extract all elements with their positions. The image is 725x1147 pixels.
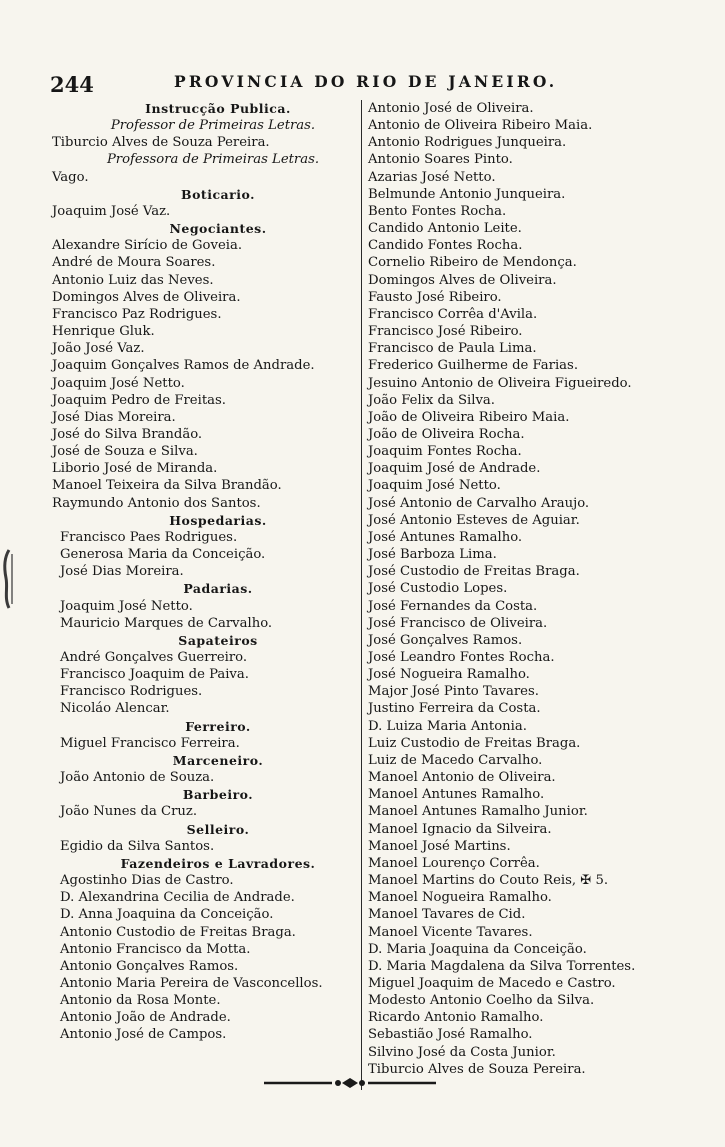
list-item: Antonio Custodio de Freitas Braga. xyxy=(60,924,296,940)
list-item: Manoel José Martins. xyxy=(368,838,511,854)
list-item: Mauricio Marques de Carvalho. xyxy=(60,615,273,631)
list-item: Francisco José Ribeiro. xyxy=(368,324,523,340)
list-item: João José Vaz. xyxy=(52,341,145,357)
list-item: Manoel Tavares de Cid. xyxy=(368,907,526,923)
list-item: Francisco de Paula Lima. xyxy=(368,341,537,357)
list-item: Francisco Joaquim de Paiva. xyxy=(60,667,249,683)
list-item: Antonio José de Oliveira. xyxy=(368,101,534,116)
list-item: José Dias Moreira. xyxy=(60,564,184,580)
list-item: José Nogueira Ramalho. xyxy=(368,667,530,683)
list-item: José Francisco de Oliveira. xyxy=(368,615,548,631)
list-item: José Antunes Ramalho. xyxy=(368,529,523,545)
section-heading: Marceneiro. xyxy=(172,752,264,768)
list-item: José Gonçalves Ramos. xyxy=(368,632,523,648)
list-item: D. Luiza Maria Antonia. xyxy=(368,718,527,734)
list-item: José Custodio Lopes. xyxy=(368,581,508,597)
running-title: PROVINCIA DO RIO DE JANEIRO. xyxy=(174,72,558,91)
section-heading: Padarias. xyxy=(183,581,253,597)
list-item: Azarias José Netto. xyxy=(368,169,496,185)
list-item: Antonio José de Campos. xyxy=(60,1027,227,1043)
list-item: Raymundo Antonio dos Santos. xyxy=(52,495,261,511)
list-item: José Antonio de Carvalho Araujo. xyxy=(368,495,590,511)
section-heading: Hospedarias. xyxy=(169,512,267,528)
list-item: Domingos Alves de Oliveira. xyxy=(52,289,241,305)
list-item: José Dias Moreira. xyxy=(52,409,176,425)
list-item: Joaquim José Netto. xyxy=(368,478,501,494)
list-item: Joaquim José Vaz. xyxy=(52,203,171,219)
list-item: Jesuino Antonio de Oliveira Figueiredo. xyxy=(368,375,632,391)
list-item: Vago. xyxy=(52,169,89,185)
list-item: Manoel Antunes Ramalho. xyxy=(368,787,545,803)
section-heading: Instrucção Publica. xyxy=(145,101,291,116)
section-heading: Boticario. xyxy=(181,186,255,202)
section-subheading: Professora de Primeiras Letras. xyxy=(106,152,320,168)
section-heading: Sapateiros xyxy=(178,632,258,648)
list-item: Major José Pinto Tavares. xyxy=(368,684,539,700)
list-item: José do Silva Brandão. xyxy=(52,426,203,442)
list-item: Tiburcio Alves de Souza Pereira. xyxy=(52,135,270,151)
list-item: Generosa Maria da Conceição. xyxy=(60,547,266,563)
list-item: Egidio da Silva Santos. xyxy=(60,838,215,854)
section-heading: Negociantes. xyxy=(169,221,267,237)
list-item: Antonio da Rosa Monte. xyxy=(60,993,221,1009)
list-item: Joaquim Fontes Rocha. xyxy=(368,444,522,460)
list-item: Francisco Corrêa d'Avila. xyxy=(368,306,538,322)
list-item: Frederico Guilherme de Farias. xyxy=(368,358,579,374)
list-item: Antonio Gonçalves Ramos. xyxy=(60,958,239,974)
list-item: Alexandre Sirício de Goveia. xyxy=(52,238,243,254)
list-item: Domingos Alves de Oliveira. xyxy=(368,272,557,288)
list-item: Ricardo Antonio Ramalho. xyxy=(368,1010,544,1026)
list-item: João de Oliveira Rocha. xyxy=(368,426,525,442)
list-item: Antonio Francisco da Motta. xyxy=(60,941,251,957)
list-item: Justino Ferreira da Costa. xyxy=(368,701,541,717)
list-item: Antonio Rodrigues Junqueira. xyxy=(368,135,567,151)
list-item: Fausto José Ribeiro. xyxy=(368,289,502,305)
list-item: João Antonio de Souza. xyxy=(60,770,215,786)
list-item: Joaquim José de Andrade. xyxy=(368,461,541,477)
section-heading: Ferreiro. xyxy=(185,718,251,734)
list-item: José Fernandes da Costa. xyxy=(368,598,538,614)
list-item: Joaquim Gonçalves Ramos de Andrade. xyxy=(52,358,315,374)
list-item: Henrique Gluk. xyxy=(52,324,155,340)
ornament-rule xyxy=(262,1077,438,1089)
list-item: João Nunes da Cruz. xyxy=(60,804,198,820)
list-item: Nicoláo Alencar. xyxy=(60,701,170,717)
list-item: Candido Fontes Rocha. xyxy=(368,238,523,254)
list-item: Antonio Luiz das Neves. xyxy=(52,272,214,288)
list-item: Joaquim José Netto. xyxy=(60,598,193,614)
list-item: Antonio Soares Pinto. xyxy=(368,152,513,168)
list-item: Antonio João de Andrade. xyxy=(60,1010,231,1026)
section-heading: Selleiro. xyxy=(186,821,250,837)
section-heading: Fazendeiros e Lavradores. xyxy=(120,855,316,871)
list-item: José Antonio Esteves de Aguiar. xyxy=(368,512,580,528)
list-item: Manoel Nogueira Ramalho. xyxy=(368,890,552,906)
list-item: Antonio Maria Pereira de Vasconcellos. xyxy=(60,975,323,991)
list-item: Belmunde Antonio Junqueira. xyxy=(368,186,566,202)
list-item: D. Maria Magdalena da Silva Torrentes. xyxy=(368,958,636,974)
list-item: Sebastião José Ramalho. xyxy=(368,1027,533,1043)
list-item: Luiz de Macedo Carvalho. xyxy=(368,752,543,768)
list-item: Bento Fontes Rocha. xyxy=(368,203,507,219)
list-item: Manoel Antonio de Oliveira. xyxy=(368,770,556,786)
list-item: Joaquim José Netto. xyxy=(52,375,185,391)
list-item: José Barboza Lima. xyxy=(368,547,497,563)
list-item: Luiz Custodio de Freitas Braga. xyxy=(368,735,581,751)
list-item: José Leandro Fontes Rocha. xyxy=(368,650,555,665)
list-item: Agostinho Dias de Castro. xyxy=(60,873,234,889)
list-item: Manoel Vicente Tavares. xyxy=(368,924,533,940)
list-item: Francisco Paz Rodrigues. xyxy=(52,306,222,322)
list-item: Manoel Lourenço Corrêa. xyxy=(368,855,540,871)
list-item: Cornelio Ribeiro de Mendonça. xyxy=(368,255,577,271)
list-item: Manoel Antunes Ramalho Junior. xyxy=(368,804,588,820)
list-item: André de Moura Soares. xyxy=(52,255,216,271)
list-item: Francisco Rodrigues. xyxy=(60,684,203,700)
list-item: Manoel Ignacio da Silveira. xyxy=(368,821,552,837)
section-subheading: Professor de Primeiras Letras. xyxy=(110,118,316,134)
list-item: João Felix da Silva. xyxy=(368,392,495,408)
left-column xyxy=(52,100,344,1044)
list-item: Antonio de Oliveira Ribeiro Maia. xyxy=(368,118,593,134)
list-item: D. Alexandrina Cecilia de Andrade. xyxy=(60,890,295,906)
page-number: 244 xyxy=(50,72,94,97)
list-item: Manoel Teixeira da Silva Brandão. xyxy=(52,478,282,494)
list-item: José Custodio de Freitas Braga. xyxy=(368,564,580,580)
list-item: Candido Antonio Leite. xyxy=(368,221,522,237)
section-heading: Barbeiro. xyxy=(182,787,254,803)
list-item: Joaquim Pedro de Freitas. xyxy=(52,392,226,408)
list-item: Miguel Joaquim de Macedo e Castro. xyxy=(368,975,616,991)
list-item: José de Souza e Silva. xyxy=(52,444,198,460)
margin-bracket-mark xyxy=(0,548,16,610)
list-item: Silvino José da Costa Junior. xyxy=(368,1044,556,1060)
list-item: Francisco Paes Rodrigues. xyxy=(60,529,238,545)
list-item: D. Maria Joaquina da Conceição. xyxy=(368,941,587,957)
list-item: D. Anna Joaquina da Conceição. xyxy=(60,907,274,923)
list-item: Modesto Antonio Coelho da Silva. xyxy=(368,993,595,1009)
list-item: Tiburcio Alves de Souza Pereira. xyxy=(368,1061,586,1077)
list-item: Miguel Francisco Ferreira. xyxy=(60,735,240,751)
column-rule xyxy=(361,100,362,1090)
list-item: Manoel Martins do Couto Reis, ✠ 5. xyxy=(368,873,609,889)
list-item: João de Oliveira Ribeiro Maia. xyxy=(368,409,570,425)
list-item: Liborio José de Miranda. xyxy=(52,461,218,477)
list-item: André Gonçalves Guerreiro. xyxy=(60,650,248,665)
right-column xyxy=(368,100,668,1078)
